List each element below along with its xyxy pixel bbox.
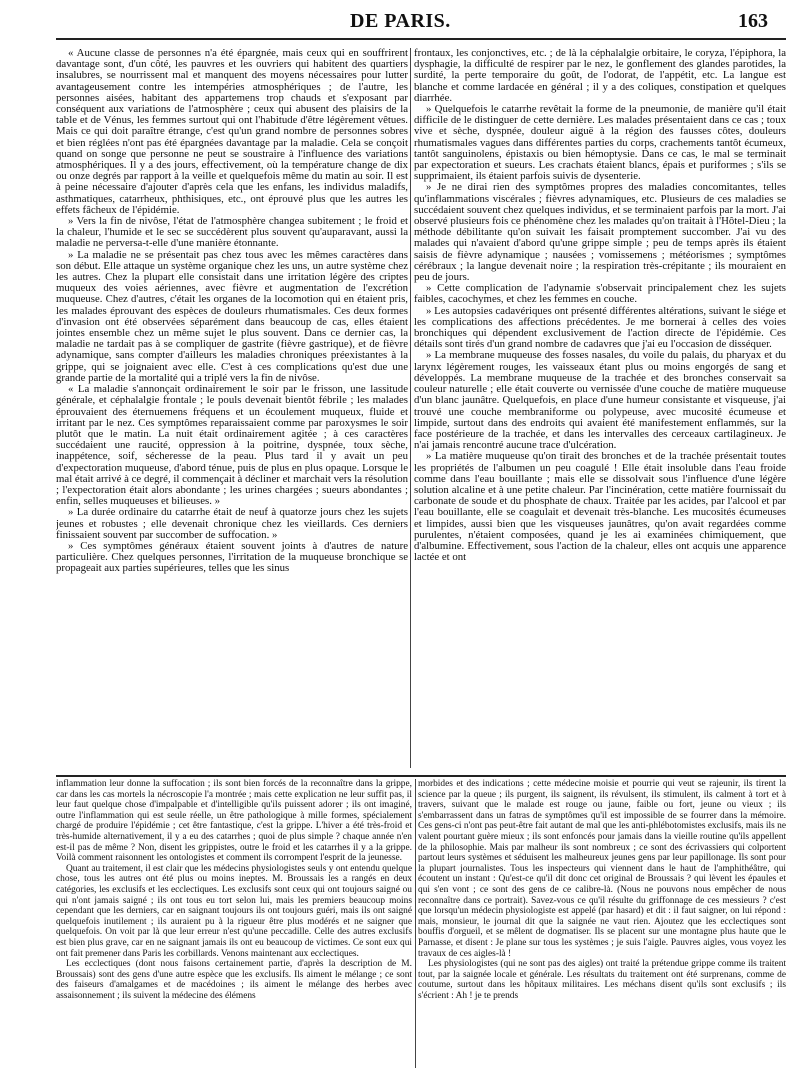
main-text bbox=[56, 48, 786, 768]
note-paragraph: Les physiologistes (qui ne sont pas des aigles) ont traité la prétendue grippe comme ils traitent tout, par la saignée locale et générale. Les résultats du traitement ont été surprenans, comme de coutume, surtout dans les hôpitaux militaires. Les méchans disent qu'ils sont exclusifs ; ils s'écrient : Ah ! je te prends bbox=[418, 959, 786, 1001]
footnotes bbox=[56, 779, 786, 1068]
notes-rule bbox=[56, 775, 786, 777]
notes-column-rule bbox=[415, 779, 416, 1068]
paragraph: frontaux, les conjonctives, etc. ; de là la céphalalgie orbitaire, le coryza, l'épiphora, la dysphagie, la difficulté de respirer par le nez, le gonflement des glandes parotides, la surdité, la perte temporaire du goût, de l'odorat, de l'appétit, etc. La langue est blanche et comme lardacée en général ; il y a des coliques, constipation et quelques diarrhée. bbox=[414, 48, 786, 104]
note-paragraph: Les ecclectiques (dont nous faisons certainement partie, d'après la description de M. Broussais) sont des gens d'une autre espèce que les exclusifs. Ils aiment le mélange ; ce sont des faiseurs d'amalgames et de macédoines ; ils aiment le mélange des herbes avec assaisonnement ; ils suivent la médecine des élémens bbox=[56, 959, 412, 1001]
paragraph: « La maladie s'annonçait ordinairement le soir par le frisson, une lassitude générale, et céphalalgie frontale ; le pouls devenait bientôt fébrile ; les malades éprouvaient des éternuemens fréquens et un écoulement muqueux, fluide et irritant par le nez. Ces symptômes reparaissaient comme par paroxysmes le soir plutôt que le matin. La nuit était ordinairement agitée ; à ces caractères succédaient une raucité, oppression à la poitrine, dyspnée, toux sèche, inappétence, soif, sécheresse de la peau. Plus tard il y avait un peu d'expectoration muqueuse, d'abord ténue, puis de plus en plus opaque. Lorsque le mal était arrivé à ce degré, il commençait à décliner et marchait vers la résolution ; l'expectoration était alors abondante ; les urines chargées ; sueurs abondantes ; enfin, selles muqueuses et bilieuses. » bbox=[56, 383, 408, 508]
header-rule bbox=[56, 38, 786, 40]
main-left-column bbox=[56, 48, 408, 768]
main-right-column bbox=[414, 48, 786, 768]
notes-left-column bbox=[56, 779, 412, 1068]
paragraph: » Ces symptômes généraux étaient souvent joints à d'autres de nature particulière. Chez quelques personnes, l'irritation de la muqueuse bronchique se propageait aux parties supérieures, telles que les sinus bbox=[56, 539, 408, 575]
paragraph: » La membrane muqueuse des fosses nasales, du voile du palais, du pharyax et du larynx légèrement rouges, les vaisseaux étant plus ou moins engorgés de sang et développés. La membrane muqueuse de la trachée et des bronches conservait sa couleur naturelle ; elle était couverte ou vernissée d'une couche de matière muqueuse d'un blanc jaunâtre. Quelquefois, en place d'une humeur consistante et visqueuse, j'ai trouvé une couche membraniforme ou polypeuse, avec mucosité écumeuse et limpide, surtout dans des endroits qui avaient été manifestement enflammés, sur la face postérieure de la trachée, et dans les intervalles des cerceaux cartilagineux. Je n'ai jamais rencontré aucune trace d'ulcération. bbox=[414, 349, 786, 452]
column-rule bbox=[410, 48, 411, 768]
paragraph: » La maladie ne se présentait pas chez tous avec les mêmes caractères dans son début. Elle attaque un système organique chez les uns, un autre système chez les autres. Chez la plupart elle consistait dans une irritation légère des criptes muqueux des voies aériennes, avec fièvre et augmentation de l'excrétion muqueuse. Chez d'autres, c'était les organes de la locomotion qui en étaient pris, les malades éprouvant des espèces de douleurs rhumatismales. Ces deux formes d'invasion ont été observées séparément dans beaucoup de cas, elles étaient jointes ensemble chez un même sujet le plus souvent. Dans ce dernier cas, la maladie ne tardait pas à se compliquer de gastrite (fièvre gastrique), et de fièvre adynamique, sans compter d'ailleurs les maladies chroniques préexistantes à la grippe, qui se joignaient avec elle. C'est à ces complications qu'est due une grande partie de la mortalité qui a triplé vers la fin de nivôse. bbox=[56, 248, 408, 384]
page-number: 163 bbox=[738, 10, 768, 32]
paragraph: » Vers la fin de nivôse, l'état de l'atmosphère changea subitement ; le froid et la chaleur, l'humide et le sec se succédèrent plus souvent qu'auparavant, aussi la maladie ne perversa-t-elle d'une manière étonnante. bbox=[56, 215, 408, 250]
page-header bbox=[0, 0, 800, 40]
paragraph: » La matière muqueuse qu'on tirait des bronches et de la trachée présentait toutes les propriétés de l'albumen un peu coagulé ! Elle était insoluble dans l'eau froide comme dans l'eau bouillante ; mais elle se dissolvait sous l'influence d'une légère solution alcaline et à une petite chaleur. Par l'incinération, cette matière fournissait du carbonate de soude et du phosphate de chaux. Traitée par les acides, par l'alcool et par l'eau bouillante, elle se coagulait et devenait très-blanche. Les mucosités écumeuses et limpides, aussi bien que les visqueuses jaunâtres, qu'on avait regardées comme purulentes, n'étaient composées, quand je les ai examinées chimiquement, que d'albumine. Effectivement, sous l'action de la chaleur, elles ont acquis une apparence lactée et ont bbox=[414, 450, 786, 564]
paragraph: » Les autopsies cadavériques ont présenté différentes altérations, suivant le siége et les complications des affections précédentes. Je me bornerai à celles des voies bronchiques qui dépendent exclusivement de l'action directe de l'épidémie. Ces détails sont tirés d'un grand nombre de cadavres que j'ai eu l'occasion de disséquer. bbox=[414, 304, 786, 351]
paragraph: » Quelquefois le catarrhe revêtait la forme de la pneumonie, de manière qu'il était difficile de le distinguer de cette dernière. Les malades présentaient dans ce cas ; toux vive et sèche, dyspnée, douleur aiguë à la région des fausses côtes, douleurs rhumatismales vagues dans différentes parties du corps, crachements tantôt écumeux, tantôt sanguinolens, épistaxis ou bien hémoptysie. Dans ce cas, le mal se terminait par expectoration et sueurs. Les crachats étaient blancs, épais et puriformes ; s'ils se supprimaient, ils étaient parfois suivis de dysenterie. bbox=[414, 103, 786, 183]
paragraph: » Cette complication de l'adynamie s'observait principalement chez les sujets faibles, cacochymes, et chez les femmes en couche. bbox=[414, 282, 786, 306]
paragraph: » Je ne dirai rien des symptômes propres des maladies concomitantes, telles qu'inflammations viscérales ; fièvres adynamiques, etc. Plusieurs de ces maladies se succédaient souvent chez quelques individus, et se terminaient parfois par la mort. J'ai observé plusieurs fois ce phénomène chez les malades qu'on traitait à l'Hôtel-Dieu ; la méthode débilitante qu'on suivait les faisait promptement succomber. J'ai vu des malades qui n'avaient d'abord qu'une grippe simple ; peu de temps après ils étaient saisis de fièvre adynamique ; nausées ; vomissemens ; météorismes ; symptômes cérébraux ; la langue devenait noire ; la respiration très-crépitante ; ils mouraient en peu de jours. bbox=[414, 181, 786, 284]
note-paragraph: Quant au traitement, il est clair que les médecins physiologistes seuls y ont entendu quelque chose, tous les autres ont été plus ou moins ineptes. M. Broussais les a rangés en deux catégories, les exclusifs et les ecclectiques. Les exclusifs sont ceux qui ont toujours saigné ou qui n'ont jamais saigné ; ils ont tous eu tort selon lui, mais les premiers beaucoup moins cependant que les derniers, car en saignant toujours ils ont toujours guéri, mais ils ont saigné quelquefois inutilement ; ils auraient pu à la rigueur être plus modérés et ne saigner que quelquefois. On voit par là que leur erreur n'est qu'une peccadille. Celle des autres exclusifs est bien plus grave, car en ne saignant jamais ils ont eu beaucoup de victimes. Ce sont eux qui ont fait premener dans Paris les corbillards. Venons maintenant aux ecclectiques. bbox=[56, 863, 412, 959]
note-paragraph: inflammation leur donne la suffocation ; ils sont bien forcés de la reconnaître dans la grippe, car dans les cas mortels la nécroscopie l'a montrée ; mais cette explication ne leur suffit pas, il leur faut quelque chose d'impalpable et d'intelligible qu'ils puissent adorer ; ils ont imaginé, outre l'inflammation qui est seule réelle, un être pathologique à mille formes, spécialement chargé de produire l'épidémie ; cet être fantastique, c'est la grippe. L'hiver a été très-froid et très-humide alternativement, il y a eu des catarrhes ; quoi de plus simple ? chaque année n'en est-il pas de même ? Non, disent les grippistes, outre le froid et les catarrhes il y a la grippe. Voilà comment raisonnent les ontologistes et comment ils corrompent l'esprit de la jeunesse. bbox=[56, 779, 412, 864]
notes-right-column bbox=[418, 779, 786, 1068]
note-paragraph: morbides et des indications ; cette médecine moisie et pourrie qui veut se rajeunir, ils tirent la science par la queue ; ils purgent, ils saignent, ils révulsent, ils stimulent, ils calment à tort et à travers, suivant que le malade est rouge ou jaune, faible ou fort, jeune ou vieux ; ils s'embarrassent dans un fatras de symptômes qu'il est impossible de se fourrer dans la mémoire. Ces gens-ci n'ont pas peut-être fait autant de mal que les anti-phlébotomistes exclusifs, mais ils ne valent pourtant guère mieux ; ils sont enfoncés pour jamais dans la vieille routine qu'ils appellent de la philosophie. Mais par malheur ils sont nombreux ; ce sont des écrivassiers qui colportent partout leurs systèmes et séduisent les malheureux jeunes gens par leur papillonage. Ils sont pour la plupart journalistes. Tous les inspecteurs qui viennent dans le haut de l'amphithéâtre, qui écoutent un instant : Qu'est-ce qu'il dit donc cet original de Broussais ? qui lèvent les épaules et qui s'en vont ; ce sont des gens de ce calibre-là. (Nous ne pouvons nous empêcher de nous reconnaître dans ce portrait). Savez-vous ce qu'il résulte du griffonnage de ces messieurs ? c'est que lorsqu'un médecin physiologiste est appelé (par hasard) et dit : il faut saigner, on lui répond : mais, monsieur, le journal dit que la saignée ne vaut rien. Ajoutez que les ecclectiques sont bouffis d'orgueil, et se mêlent de dogmatiser. Ils se placent sur une montagne plus haute que le Parnasse, et disent : Je plane sur tous les systèmes ; je suis l'aigle. Pauvres aigles, vous voyez les travaux de ces aigles-là ! bbox=[418, 779, 786, 959]
paragraph: » La durée ordinaire du catarrhe était de neuf à quatorze jours chez les sujets jeunes et robustes ; elle devenait chronique chez les vieillards. Ces derniers finissaient souvent par succomber de suffocation. » bbox=[56, 506, 408, 541]
running-title: DE PARIS. bbox=[350, 10, 451, 32]
paragraph: « Aucune classe de personnes n'a été épargnée, mais ceux qui en souffrirent davantage sont, d'un côté, les pauvres et les ouvriers qui habitent des quartiers insalubres, se nourrissent mal et manquent des moyens nécessaires pour lutter avantageusement contre les intempéries atmosphériques ; de l'autre, les personnes aisées, habitant des appartemens trop chauds et s'exposant par conséquent aux variations de l'atmosphère ; ceux qui abusent des plaisirs de la table et de Vénus, les femmes surtout qui ont l'habitude d'être légèrement vêtues. Mais ce qui doit paraître étrange, c'est qu'un grand nombre de personnes sobres et bien réglées n'ont pas été épargnées davantage par la maladie. Cela se conçoit quand on songe que personne ne peut se soustraire à l'influence des variations atmosphériques. Il y a des jours, effectivement, où la température change de dix ou onze degrés par rapport à la veille et quelquefois même du matin au soir. Il est à peine nécessaire d'ajouter d'après cela que les enfans, les individus maladifs, asthmatiques, catarrheux, phthisiques, etc., ont éprouvé plus que les autres les effets fâcheux de l'épidémie. bbox=[56, 48, 408, 216]
